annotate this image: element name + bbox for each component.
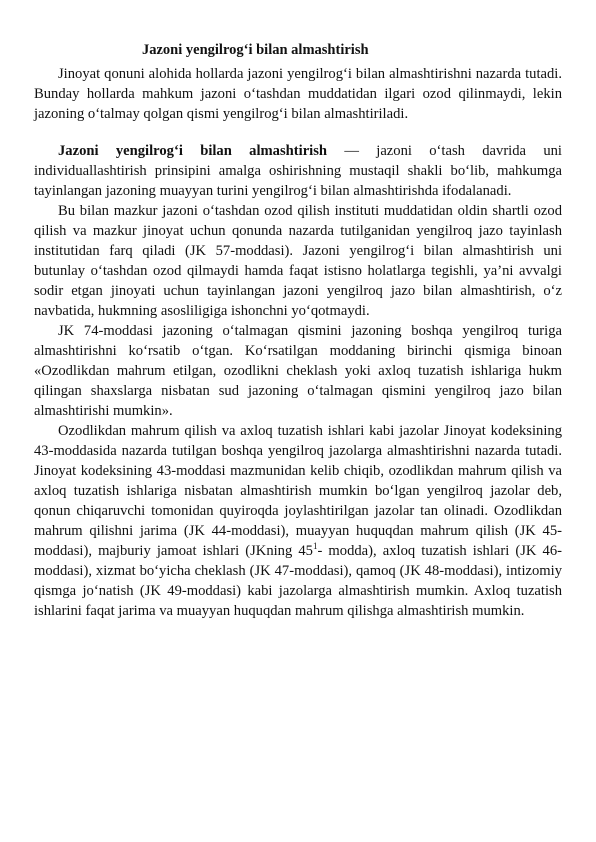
footnote-superscript: 1 (312, 541, 318, 552)
paragraph-article-74: JK 74-moddasi jazoning o‘talmagan qismini jazoning boshqa yengilroq turiga almashtirishni ko‘rsatib o‘tgan. Ko‘rsatilgan moddaning birinchi qismiga binoan «Ozodlikdan mahrum etilgan, ozodlikni cheklash yoki axloq tuzatish ishlariga hukm qilingan shaxslarga nisbatan sud jazoning o‘talmagan qismini yengilroq jazo bilan almashtirishi mumkin». (34, 323, 562, 419)
paragraph-spacer (34, 124, 562, 141)
definition-text: — jazoni o‘tash davrida uni individuallashtirish prinsipini amalga oshirishning mustaqil shakli bo‘lib, mahkumga tayinlangan jazoning muayyan turini yengilrog‘i bilan almashtirishda ifodalanadi. (34, 143, 562, 199)
document-title: Jazoni yengilrog‘i bilan almashtirish (142, 42, 369, 58)
paragraph-distinction: Bu bilan mazkur jazoni o‘tashdan ozod qilish instituti muddatidan oldin shartli ozod qilish va mazkur jinoyat uchun qonunda nazarda tutilganidan yengilroq jazo tayinlash institutidan farq qiladi (JK 57-moddasi). Jazoni yengilrog‘i bilan almashtirish uni butunlay o‘tashdan ozod qilmaydi hamda faqat istisno holatlarga tegishli, ya’ni avvalgi sodir etgan jinoyati uchun tayinlangan jazoni yengilroq jazo bilan almashtirish, o‘z navbatida, hukmning asosliligiga ishonchni yo‘qotmaydi. (34, 203, 562, 319)
paragraph-article-43 (34, 421, 562, 621)
document-page (34, 40, 562, 621)
paragraph-definition (34, 141, 562, 201)
paragraph-intro: Jinoyat qonuni alohida hollarda jazoni yengilrog‘i bilan almashtirishni nazarda tutadi. Bunday hollarda mahkum jazoni o‘tashdan muddatidan ilgari ozod qilinmaydi, lekin jazoning o‘talmay qolgan qismi yengilrog‘i bilan almashtiriladi. (34, 66, 562, 122)
article-43-text-part-2: - modda), axloq tuzatish ishlari (JK 46-moddasi), xizmat bo‘yicha cheklash (JK 47-moddasi), qamoq (JK 48-moddasi), intizomiy qismga jo‘natish (JK 49-moddasi) kabi jazolarga almashtirish mumkin. Axloq tuzatish ishlarini faqat jarima va muayyan huquqdan mahrum qilishga almashtirish mumkin. (34, 543, 562, 619)
article-43-text-part-1: Ozodlikdan mahrum qilish va axloq tuzatish ishlari kabi jazolar Jinoyat kodeksining 43-moddasida nazarda tutilgan boshqa yengilroq jazolarga almashtirishni nazarda tutadi. Jinoyat kodeksining 43-moddasi mazmunidan kelib chiqib, ozodlikdan mahrum qilish va axloq tuzatish ishlariga nisbatan almashtirish mumkin bo‘lgan yengilroq jazolar deb, qonun chiqaruvchi tomonidan quyiroqda joylashtirilgan jazolar tan olinadi. Ozodlikdan mahrum qilishni jarima (JK 44-moddasi), muayyan huquqdan mahrum qilish (JK 45-moddasi), majburiy jamoat ishlari (JKning 45 (34, 423, 562, 559)
defined-term: Jazoni yengilrog‘i bilan almashtirish (58, 143, 328, 159)
